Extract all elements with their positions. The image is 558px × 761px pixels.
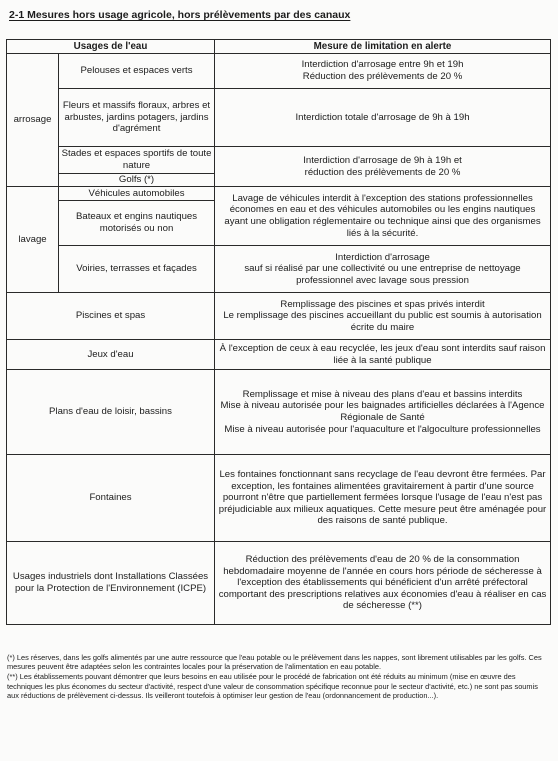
mesure-cell (215, 147, 551, 187)
table-row (7, 455, 551, 542)
category-lavage: lavage (7, 187, 59, 293)
water-restrictions-table (6, 39, 551, 625)
footnotes (7, 653, 547, 701)
mesure-cell: Interdiction totale d'arrosage de 9h à 19h (215, 89, 551, 147)
usage-cell: Usages industriels dont Installations Classées pour la Protection de l'Environnement (ICPE) (7, 542, 215, 625)
usage-cell: Fontaines (7, 455, 215, 542)
usage-cell: Stades et espaces sportifs de toute nature (59, 147, 215, 174)
usage-cell: Golfs (*) (59, 174, 215, 187)
table-row (7, 293, 551, 340)
footnote-industrial: (**) Les établissements pouvant démontrer que leurs besoins en eau utilisée pour le procédé de fabrication ont été réduits au minimum (mise en œuvre des techniques les plus économes du secteur d'activité, respect d'une valeur de consommation spécifique reconnue pour le secteur d'activité, etc.) ne sont pas soumis aux réductions de prélèvement ci-dessus. Ils veilleront toutefois à optimiser leur gestion de l'eau (ordonnancement de production...). (7, 672, 538, 700)
category-arrosage: arrosage (7, 54, 59, 187)
usage-cell: Pelouses et espaces verts (59, 54, 215, 89)
header-mesure: Mesure de limitation en alerte (215, 40, 551, 54)
usage-cell: Voiries, terrasses et façades (59, 246, 215, 293)
table-row (7, 187, 551, 201)
usage-cell: Véhicules automobiles (59, 187, 215, 201)
table-row (7, 147, 551, 174)
mesure-text: Remplissage des piscines et spas privés interdit Le remplissage des piscines accueillant du public est soumis à autorisation écrite du maire (223, 298, 542, 333)
usage-cell: Bateaux et engins nautiques motorisés ou non (59, 201, 215, 246)
header-usages: Usages de l'eau (7, 40, 215, 54)
table-row (7, 89, 551, 147)
mesure-cell (215, 293, 551, 340)
table-header-row (7, 40, 551, 54)
usage-cell: Jeux d'eau (7, 340, 215, 370)
mesure-cell: Lavage de véhicules interdit à l'exception des stations professionnelles économes en eau et des véhicules automobiles ou les engins nautiques ayant une obligation réglementaire ou technique ainsi que des organismes liés à la sécurité. (215, 187, 551, 246)
mesure-cell (215, 246, 551, 293)
usage-cell: Fleurs et massifs floraux, arbres et arbustes, jardins potagers, jardins d'agrément (59, 89, 215, 147)
mesure-cell: Les fontaines fonctionnant sans recyclage de l'eau devront être fermées. Par exception, les fontaines alimentées gravitairement à partir d'une source pourront n'être que partiellement fermées lorsque l'usage de l'eau n'est pas préjudiciable aux milieux aquatiques. Cette mesure peut être aménagée pour des raisons de santé publique. (215, 455, 551, 542)
table-row (7, 340, 551, 370)
footnote-golfs: (*) Les réserves, dans les golfs alimentés par une autre ressource que l'eau potable ou le prélèvement dans les nappes, sont librement utilisables par les golfs. Ces mesures peuvent être adaptées selon les contraintes locales pour la préservation de l'alimentation en eau potable. (7, 653, 542, 672)
mesure-text: Interdiction d'arrosage entre 9h et 19h Réduction des prélèvements de 20 % (301, 59, 464, 82)
table-row (7, 246, 551, 293)
mesure-text: Remplissage et mise à niveau des plans d'eau et bassins interdits Mise à niveau autorisée pour les baignades artificielles déclarées à l'Agence Régionale de Santé Mise à niveau autorisée pour l'aquaculture et l'algoculture professionnelles (220, 388, 545, 435)
mesure-cell (215, 370, 551, 455)
mesure-text: Interdiction d'arrosage de 9h à 19h et réduction des prélèvements de 20 % (303, 154, 462, 178)
table-row (7, 54, 551, 89)
mesure-text: Interdiction d'arrosage sauf si réalisé par une collectivité ou une entreprise de nettoyage professionnel avec lavage sous pression (244, 251, 521, 286)
usage-cell: Plans d'eau de loisir, bassins (7, 370, 215, 455)
usage-cell: Piscines et spas (7, 293, 215, 340)
mesure-cell: Réduction des prélèvements d'eau de 20 % de la consommation hebdomadaire moyenne de l'année en cours hors période de sécheresse à l'exception des établissements qui bénéficient d'un arrêté préfectoral comportant des prescriptions relatives aux économies d'eau à réaliser en cas de sécheresse (**) (215, 542, 551, 625)
mesure-cell: À l'exception de ceux à eau recyclée, les jeux d'eau sont interdits sauf raison liée à la santé publique (215, 340, 551, 370)
mesure-cell (215, 54, 551, 89)
section-title: 2-1 Mesures hors usage agricole, hors prélèvements par des canaux (9, 9, 351, 21)
table-row (7, 370, 551, 455)
table-row (7, 542, 551, 625)
